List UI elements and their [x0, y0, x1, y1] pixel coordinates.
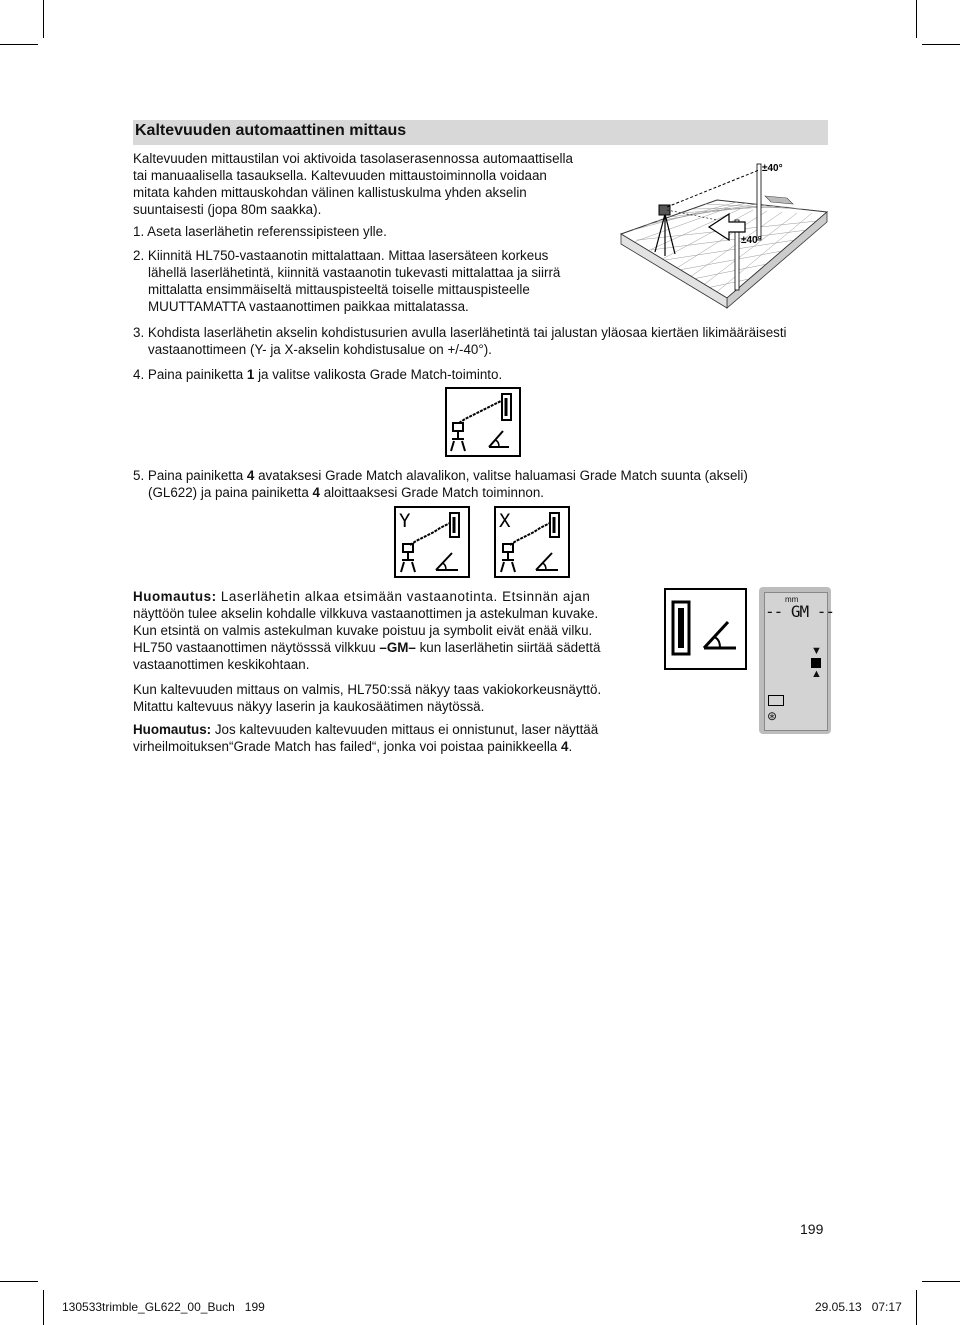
note-1-line: Kun etsintä on valmis astekulman kuvake poistuu ja symbolit eivät enää vilku. [133, 623, 593, 638]
section-heading: Kaltevuuden automaattinen mittaus [135, 122, 407, 139]
step-2 [133, 247, 593, 315]
completion-line: Kun kaltevuuden mittaus on valmis, HL750:ssä näkyy taas vakiokorkeusnäyttö. [133, 682, 602, 697]
step-2-line: lähellä laserlähetintä, kiinnitä vastaanotin tukevasti mittalattaa ja siirrä [148, 265, 561, 280]
footer-file: 130533trimble_GL622_00_Buch 199 [62, 1300, 265, 1314]
key-1: 1 [246, 367, 255, 382]
intro-paragraph [133, 150, 593, 218]
note-1-label: Huomautus: [133, 589, 217, 604]
grade-match-menu-icon [445, 387, 521, 457]
receiver-unit: mm [785, 595, 799, 604]
diagram-label-bottom: ±40° [741, 235, 762, 246]
note-2: Huomautus: Jos kaltevuuden kaltevuuden mittaus ei onnistunut, laser näyttää virheilmoituksen“Grade Match has failed“, jonka voi poistaa painikkeella 4. [133, 722, 599, 754]
key-4: 4 [246, 468, 255, 483]
signal-icon: ⊛ [767, 709, 778, 723]
x-axis-letter: X [499, 510, 511, 532]
arrow-up-icon: ▲ [811, 668, 822, 680]
laser-display-icon [664, 588, 747, 670]
gm-code: –GM– [379, 640, 416, 655]
crop-mark-bottom-left [43, 1290, 44, 1325]
y-axis-letter: Y [399, 510, 411, 532]
crop-mark-side-top-right [922, 44, 960, 45]
crop-mark-side-bottom-left [0, 1281, 38, 1282]
center-block-icon [811, 658, 821, 668]
intro-line: mitata kahden mittauskohdan välinen kallistuskulma yhden akselin [133, 185, 527, 200]
step-3-line: vastaanottimeen (Y- ja X-akselin kohdistusalue on +/-40°). [148, 342, 492, 357]
receiver-display [759, 587, 835, 734]
intro-line: tai manuaalisella tasauksella. Kaltevuuden mittaustoiminnolla voidaan [133, 168, 547, 183]
receiver-gm-readout: -- GM -- [765, 602, 835, 621]
crop-mark-side-top-left [0, 44, 38, 45]
footer-datetime: 29.05.13 07:17 [815, 1300, 902, 1314]
grade-match-y-axis-icon [394, 506, 470, 578]
key-4: 4 [312, 485, 320, 500]
step-4: 4. Paina painiketta 1 ja valitse valikosta Grade Match-toiminto. [133, 367, 503, 382]
crop-mark-bottom-right [916, 1290, 917, 1325]
note-1: Huomautus: Laserlähetin alkaa etsimään vastaanotinta. Etsinnän ajan näyttöön tulee akselin kohdalle vilkkuva vastaanottimen ja astekulman kuvake. Kun etsintä on valmis astekulman kuvake poistuu ja symbolit eivät enää vilku. HL750 vastaanottimen näytösssä vilkkuu –GM– kun laserlähetin siirtää sädettä vastaanottimen keskikohtaan. [133, 588, 641, 673]
diagram-label-top: ±40° [762, 163, 783, 174]
completion-line: Mitattu kaltevuus näkyy laserin ja kaukosäätimen näytössä. [133, 699, 485, 714]
intro-line: suuntaisesti (jopa 80m saakka). [133, 202, 322, 217]
arrow-down-icon: ▼ [811, 645, 822, 657]
crop-mark-top-right [916, 0, 917, 38]
completion-paragraph [133, 681, 653, 715]
step-1: 1. Aseta laserlähetin referenssipisteen ylle. [133, 224, 387, 239]
key-4: 4 [560, 739, 569, 754]
step-3-line: 3. Kohdista laserlähetin akselin kohdistusurien avulla laserlähetintä tai jalustan yläosaa kiertäen likimääräisesti [133, 325, 787, 340]
intro-line: Kaltevuuden mittaustilan voi aktivoida tasolaserasennossa automaattisella [133, 151, 573, 166]
crop-mark-side-bottom-right [922, 1281, 960, 1282]
page-number: 199 [800, 1221, 824, 1237]
note-1-line: vastaanottimen keskikohtaan. [133, 657, 310, 672]
battery-icon [768, 695, 784, 706]
step-5: 5. Paina painiketta 4 avataksesi Grade Match alavalikon, valitse haluamasi Grade Match suunta (akseli) (GL622) ja paina painiketta 4 aloittaaksesi Grade Match toiminnon. [133, 468, 748, 500]
step-3 [133, 324, 833, 358]
grade-match-x-axis-icon [494, 506, 570, 578]
step-2-line: 2. Kiinnitä HL750-vastaanotin mittalattaan. Mittaa lasersäteen korkeus [133, 248, 549, 263]
step-2-line: mittalatta ensimmäiseltä mittauspisteeltä toiselle mittauspisteelle [148, 282, 530, 297]
step-2-line: MUUTTAMATTA vastaanottimen paikkaa mittalatassa. [148, 299, 469, 314]
crop-mark-top-left [43, 0, 44, 38]
grade-match-diagram [617, 152, 832, 310]
note-1-line: näyttöön tulee akselin kohdalle vilkkuva vastaanottimen ja astekulman kuvake. [133, 606, 599, 621]
note-2-label: Huomautus: [133, 722, 212, 737]
